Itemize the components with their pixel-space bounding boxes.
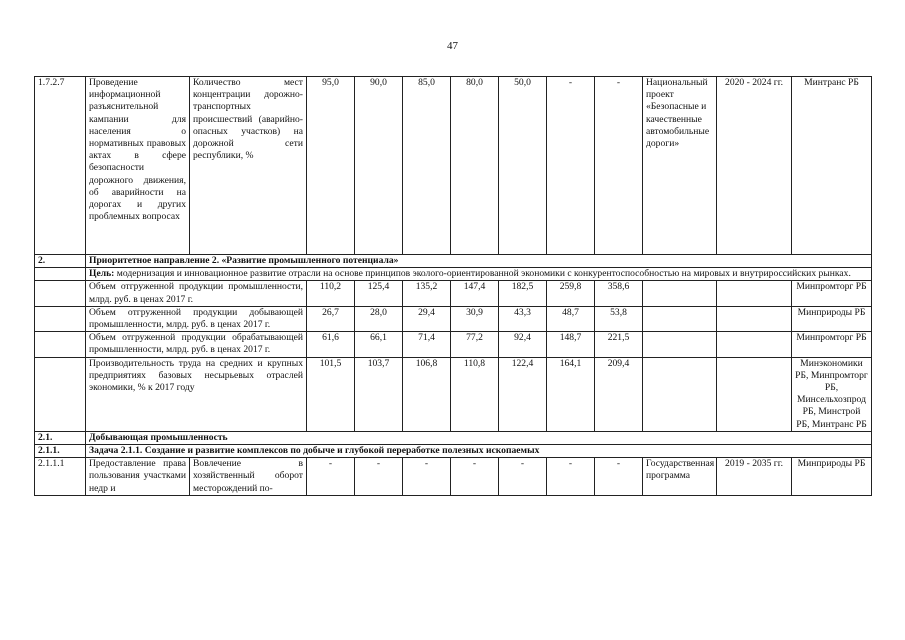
empty-cell <box>643 357 717 431</box>
value-cell: 164,1 <box>547 357 595 431</box>
value-cell: - <box>451 458 499 496</box>
row-number: 2.1.1.1 <box>35 458 86 496</box>
value-cell: - <box>307 458 355 496</box>
period-cell: 2020 - 2024 гг. <box>717 77 792 255</box>
indicator-row <box>35 306 872 331</box>
value-cell: - <box>595 77 643 255</box>
section-row-2 <box>35 255 872 268</box>
empty-cell <box>717 332 792 357</box>
empty-cell <box>35 281 86 306</box>
table-row-2111 <box>35 458 872 496</box>
value-cell: 30,9 <box>451 306 499 331</box>
executor-cell: Минэкономики РБ, Минпромторг РБ, Минсельхозпрод РБ, Минстрой РБ, Минтранс РБ <box>792 357 872 431</box>
value-cell: - <box>355 458 403 496</box>
value-cell: - <box>547 458 595 496</box>
executor-cell: Минпромторг РБ <box>792 332 872 357</box>
executor-cell: Минпромторг РБ <box>792 281 872 306</box>
section-title: Добывающая промышленность <box>86 431 872 444</box>
empty-cell <box>717 306 792 331</box>
indicator-cell: Вовлечение в хозяйственный оборот месторождений по- <box>190 458 307 496</box>
section-title: Приоритетное направление 2. «Развитие промышленного потенциала» <box>86 255 872 268</box>
goal-text: модернизация и инновационное развитие отрасли на основе принципов эколого-ориентированной экономики с конкурентоспособностью на мировых и внутрироссийских рынках. <box>116 268 851 280</box>
period-cell: 2019 - 2035 гг. <box>717 458 792 496</box>
section-number: 2. <box>35 255 86 268</box>
empty-cell <box>717 357 792 431</box>
empty-cell <box>35 268 86 281</box>
executor-cell: Минтранс РБ <box>792 77 872 255</box>
indicator-cell: Объем отгруженной продукции обрабатывающей промышленности, млрд. руб. в ценах 2017 г. <box>86 332 307 357</box>
value-cell: 125,4 <box>355 281 403 306</box>
value-cell: 90,0 <box>355 77 403 255</box>
value-cell: 147,4 <box>451 281 499 306</box>
value-cell: 77,2 <box>451 332 499 357</box>
empty-cell <box>35 332 86 357</box>
event-cell: Предоставление права пользования участками недр и <box>86 458 190 496</box>
section-number: 2.1. <box>35 431 86 444</box>
value-cell: 101,5 <box>307 357 355 431</box>
event-cell: Проведение информационной разъяснительной кампании для населения о нормативных правовых актах в сфере безопасности дорожного движения, об аварийности на дорогах и других проблемных вопросах <box>86 77 190 255</box>
executor-cell: Минприроды РБ <box>792 306 872 331</box>
value-cell: 148,7 <box>547 332 595 357</box>
value-cell: 103,7 <box>355 357 403 431</box>
task-row-211 <box>35 445 872 458</box>
value-cell: 50,0 <box>499 77 547 255</box>
indicator-cell: Производительность труда на средних и крупных предприятиях базовых несырьевых отраслей экономики, % к 2017 году <box>86 357 307 431</box>
value-cell: 106,8 <box>403 357 451 431</box>
value-cell: 110,8 <box>451 357 499 431</box>
goal-row <box>35 268 872 281</box>
section-row-21 <box>35 431 872 444</box>
value-cell: 135,2 <box>403 281 451 306</box>
value-cell: 358,6 <box>595 281 643 306</box>
goal-cell <box>86 268 872 281</box>
page-number: 47 <box>447 40 458 52</box>
value-cell: 66,1 <box>355 332 403 357</box>
value-cell: 61,6 <box>307 332 355 357</box>
value-cell: 259,8 <box>547 281 595 306</box>
value-cell: 122,4 <box>499 357 547 431</box>
program-table <box>34 76 872 496</box>
empty-cell <box>643 306 717 331</box>
empty-cell <box>643 281 717 306</box>
value-cell: 110,2 <box>307 281 355 306</box>
indicator-cell: Количество мест концентрации дорожно-транспортных происшествий (аварийно-опасных участков) на дорожной сети республики, % <box>190 77 307 255</box>
empty-cell <box>35 357 86 431</box>
value-cell: - <box>499 458 547 496</box>
value-cell: 71,4 <box>403 332 451 357</box>
value-cell: 28,0 <box>355 306 403 331</box>
value-cell: - <box>595 458 643 496</box>
value-cell: 85,0 <box>403 77 451 255</box>
row-number: 1.7.2.7 <box>35 77 86 255</box>
value-cell: 43,3 <box>499 306 547 331</box>
value-cell: 221,5 <box>595 332 643 357</box>
value-cell: - <box>547 77 595 255</box>
value-cell: - <box>403 458 451 496</box>
value-cell: 182,5 <box>499 281 547 306</box>
empty-cell <box>717 281 792 306</box>
source-cell: Национальный проект «Безопасные и качественные автомобильные дороги» <box>643 77 717 255</box>
value-cell: 29,4 <box>403 306 451 331</box>
value-cell: 209,4 <box>595 357 643 431</box>
task-title: Задача 2.1.1. Создание и развитие комплексов по добыче и глубокой переработке полезных ископаемых <box>86 445 872 458</box>
empty-cell <box>35 306 86 331</box>
table-row-1727 <box>35 77 872 255</box>
value-cell: 92,4 <box>499 332 547 357</box>
value-cell: 80,0 <box>451 77 499 255</box>
task-number: 2.1.1. <box>35 445 86 458</box>
indicator-cell: Объем отгруженной продукции промышленности, млрд. руб. в ценах 2017 г. <box>86 281 307 306</box>
indicator-row <box>35 281 872 306</box>
value-cell: 95,0 <box>307 77 355 255</box>
indicator-cell: Объем отгруженной продукции добывающей промышленности, млрд. руб. в ценах 2017 г. <box>86 306 307 331</box>
value-cell: 48,7 <box>547 306 595 331</box>
value-cell: 26,7 <box>307 306 355 331</box>
goal-label: Цель: <box>89 268 115 280</box>
indicator-row <box>35 357 872 431</box>
indicator-row <box>35 332 872 357</box>
empty-cell <box>643 332 717 357</box>
value-cell: 53,8 <box>595 306 643 331</box>
executor-cell: Минприроды РБ <box>792 458 872 496</box>
source-cell: Государственная программа <box>643 458 717 496</box>
